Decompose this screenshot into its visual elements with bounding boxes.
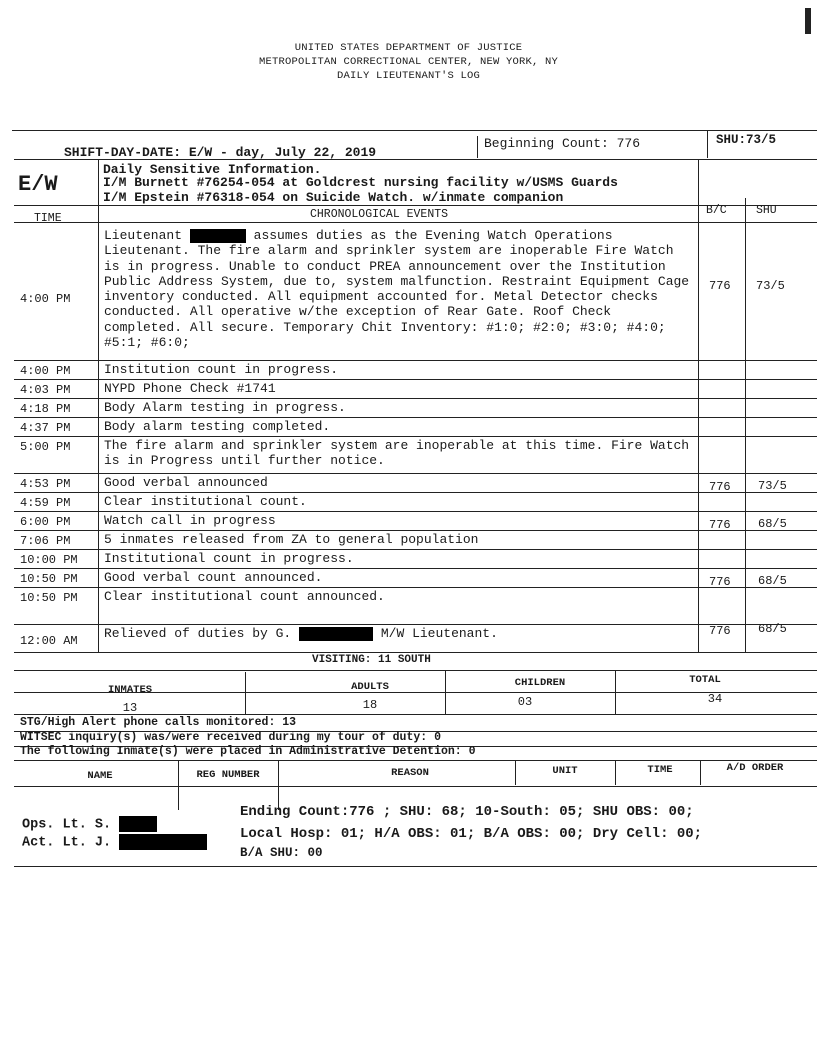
rule xyxy=(515,760,516,785)
rule xyxy=(278,760,279,810)
entry-bc: 776 xyxy=(709,575,731,589)
visiting-title: VISITING: 11 SOUTH xyxy=(312,654,431,666)
redaction xyxy=(299,627,373,641)
rule xyxy=(698,160,699,652)
visiting-header-adults: ADULTS xyxy=(351,681,389,693)
entry-time: 7:06 PM xyxy=(20,534,71,548)
rule xyxy=(707,130,708,158)
entry-time: 4:00 PM xyxy=(20,364,71,378)
rule xyxy=(14,760,817,761)
entry-event: Clear institutional count announced. xyxy=(104,589,385,604)
redaction xyxy=(119,834,207,850)
admin-detention: The following Inmate(s) were placed in Administrative Detention: 0 xyxy=(20,745,476,758)
rule xyxy=(14,549,817,550)
stg-calls: STG/High Alert phone calls monitored: 13 xyxy=(20,716,297,729)
visiting-children: 03 xyxy=(517,695,533,709)
entry-time: 4:59 PM xyxy=(20,496,71,510)
entry-bc: 776 xyxy=(709,518,731,532)
rule xyxy=(14,360,817,361)
entry-event: Good verbal announced xyxy=(104,475,268,490)
entry-time: 10:50 PM xyxy=(20,572,78,586)
entry-event xyxy=(104,228,692,350)
rule xyxy=(14,714,817,715)
shift-code: E/W xyxy=(18,172,58,197)
ending-count-line3: B/A SHU: 00 xyxy=(240,846,323,860)
entry-shu: 68/5 xyxy=(758,622,787,636)
visiting-inmates: 13 xyxy=(122,701,138,715)
rule xyxy=(615,760,616,785)
entry-shu: 73/5 xyxy=(756,279,785,293)
entry-time: 4:37 PM xyxy=(20,421,71,435)
rule xyxy=(745,198,746,652)
sensitive-epstein: I/M Epstein #76318-054 on Suicide Watch. w/inmate companion xyxy=(103,190,564,205)
entry-event: Watch call in progress xyxy=(104,513,276,528)
entry-time: 10:00 PM xyxy=(20,553,78,567)
ending-count-line2: Local Hosp: 01; H/A OBS: 01; B/A OBS: 00; Dry Cell: 00; xyxy=(240,826,703,842)
ad-header-unit: UNIT xyxy=(552,765,578,777)
entry-time: 10:50 PM xyxy=(20,591,78,605)
ad-header-name: NAME xyxy=(87,770,113,782)
ending-count-line1: Ending Count:776 ; SHU: 68; 10-South: 05; SHU OBS: 00; xyxy=(240,804,694,820)
visiting-header-total: TOTAL xyxy=(689,674,721,686)
col-events: CHRONOLOGICAL EVENTS xyxy=(310,208,449,221)
entry-time: 4:53 PM xyxy=(20,477,71,491)
visiting-header-children: CHILDREN xyxy=(514,677,566,689)
rule xyxy=(14,205,817,206)
act-lieutenant xyxy=(22,834,207,851)
visiting-total: 34 xyxy=(707,692,723,706)
entry-bc: 776 xyxy=(709,480,731,494)
entry-event: Institution count in progress. xyxy=(104,362,339,377)
beginning-count: Beginning Count: 776 xyxy=(484,136,641,151)
entry-event: Body Alarm testing in progress. xyxy=(104,400,346,415)
rule xyxy=(14,222,817,223)
entry-event: The fire alarm and sprinkler system are inoperable at this time. Fire Watch is in Progress until further notice. xyxy=(104,438,690,469)
sensitive-heading: Daily Sensitive Information. xyxy=(103,162,322,177)
entry-bc: 776 xyxy=(709,624,731,638)
entry-event: Good verbal count announced. xyxy=(104,570,323,585)
redaction xyxy=(190,229,246,243)
entry-bc: 776 xyxy=(709,279,731,293)
shift-day-date: SHIFT-DAY-DATE: E/W - day, July 22, 2019 xyxy=(64,145,377,160)
visiting-adults: 18 xyxy=(362,698,378,712)
agency-title: UNITED STATES DEPARTMENT OF JUSTICE xyxy=(294,42,523,54)
entry-shu: 73/5 xyxy=(758,479,787,493)
facility-title: METROPOLITAN CORRECTIONAL CENTER, NEW YORK, NY xyxy=(258,56,559,68)
entry-time: 4:00 PM xyxy=(20,292,71,306)
entry-event: Body alarm testing completed. xyxy=(104,419,331,434)
rule xyxy=(14,492,817,493)
rule xyxy=(98,160,99,652)
entry-time: 12:00 AM xyxy=(20,634,78,648)
col-shu: SHU xyxy=(756,204,777,217)
rule xyxy=(14,568,817,569)
scan-artifact xyxy=(805,8,811,34)
rule xyxy=(14,379,817,380)
rule xyxy=(14,417,817,418)
rule xyxy=(14,670,817,671)
rule xyxy=(14,587,817,588)
sensitive-burnett: I/M Burnett #76254-054 at Goldcrest nursing facility w/USMS Guards xyxy=(103,175,618,190)
rule xyxy=(14,866,817,867)
col-time: TIME xyxy=(34,212,62,225)
rule xyxy=(14,473,817,474)
entry-event: Institutional count in progress. xyxy=(104,551,354,566)
entry-tail: M/W Lieutenant. xyxy=(380,626,498,641)
entry-time: 4:18 PM xyxy=(20,402,71,416)
rule xyxy=(245,672,246,714)
ad-header-order: A/D ORDER xyxy=(726,762,784,774)
entry-event: NYPD Phone Check #1741 xyxy=(104,381,276,396)
ad-header-reg: REG NUMBER xyxy=(196,769,260,781)
entry-time: 6:00 PM xyxy=(20,515,71,529)
ad-header-reason: REASON xyxy=(391,767,429,779)
log-title: DAILY LIEUTENANT'S LOG xyxy=(336,70,481,82)
rule xyxy=(700,760,701,785)
entry-text: assumes duties as the Evening Watch Operations Lieutenant. The fire alarm and sprinkler system are inoperable Fire Watch is in progress. Unable to conduct PREA announcement over the Institution Public Address System, due to, system malfunction. Restraint Equipment Cage inventory conducted. All equipment accounted for. Metal Detector checks conducted. All operative w/the exception of Rear Gate. Roof Check completed. All secure. Temporary Chit Inventory: #1:0; #2:0; #3:0; #4:0; #5:1; #6:0; xyxy=(104,228,690,351)
ops-label: Ops. Lt. S. xyxy=(22,817,112,833)
entry-shu: 68/5 xyxy=(758,574,787,588)
visiting-header-inmates: INMATES xyxy=(107,684,153,696)
entry-time: 4:03 PM xyxy=(20,383,71,397)
rule xyxy=(14,624,817,625)
entry-time: 5:00 PM xyxy=(20,440,71,454)
witsec-inquiry: WITSEC inquiry(s) was/were received during my tour of duty: 0 xyxy=(20,731,441,744)
shu-count: SHU:73/5 xyxy=(716,133,777,147)
rule xyxy=(14,436,817,437)
ops-lieutenant xyxy=(22,816,157,833)
entry-event: 5 inmates released from ZA to general population xyxy=(104,532,479,547)
act-label: Act. Lt. J. xyxy=(22,835,112,851)
rule xyxy=(14,786,817,787)
rule xyxy=(178,760,179,810)
rule xyxy=(14,398,817,399)
col-bc: B/C xyxy=(706,204,727,217)
ad-header-time: TIME xyxy=(647,764,673,776)
entry-event xyxy=(104,626,692,641)
entry-shu: 68/5 xyxy=(758,517,787,531)
entry-lead: Relieved of duties by G. xyxy=(104,626,292,641)
rule xyxy=(477,136,478,158)
redaction xyxy=(119,816,157,832)
rule xyxy=(14,530,817,531)
entry-lead: Lieutenant xyxy=(104,228,183,243)
rule xyxy=(14,159,817,160)
rule xyxy=(12,130,817,131)
rule xyxy=(14,652,817,653)
rule xyxy=(14,511,817,512)
entry-event: Clear institutional count. xyxy=(104,494,307,509)
